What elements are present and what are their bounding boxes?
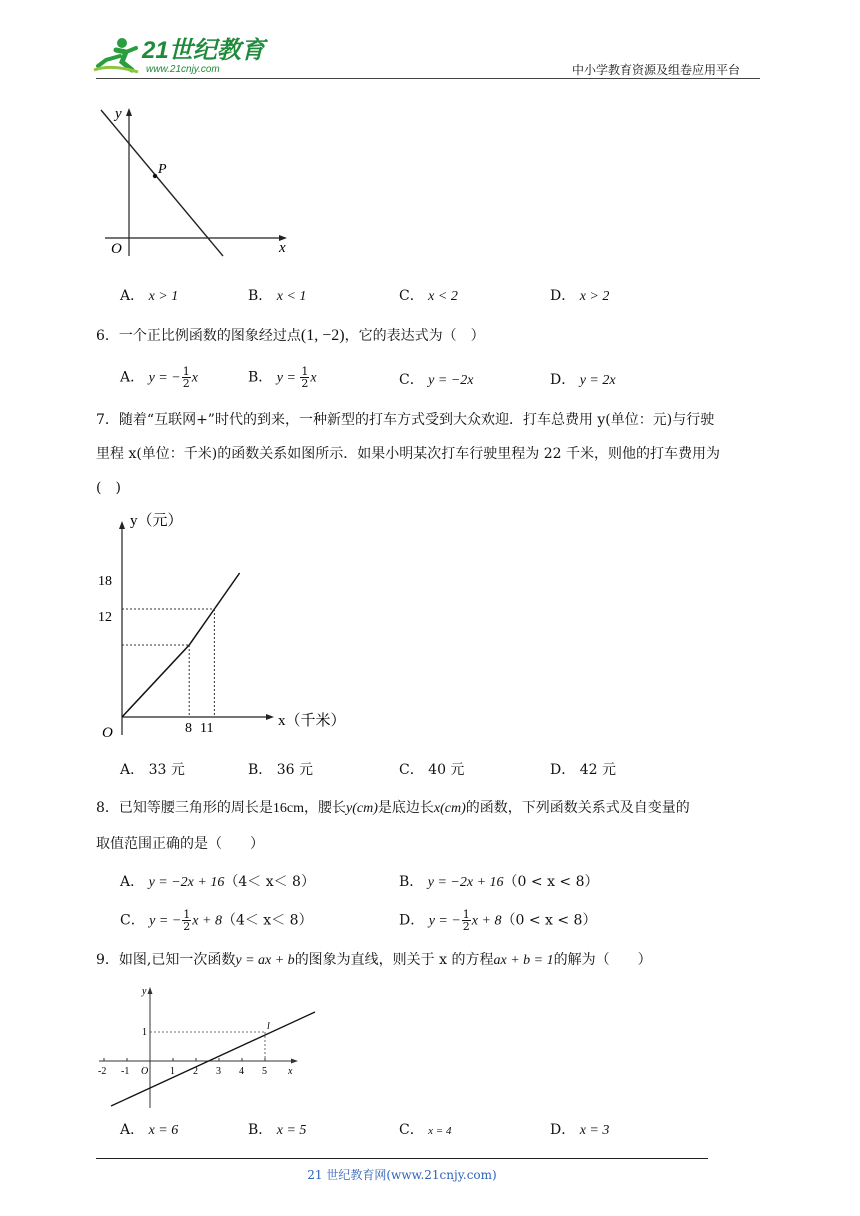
q9-stem: 9．如图,已知一次函数y = ax + b的图象为直线，则关于 x 的方程ax + b = 1的解为（ ） xyxy=(96,952,652,968)
q7-x-tick-11: 11 xyxy=(200,721,214,736)
q8-line1: 8．已知等腰三角形的周长是16cm，腰长y(cm)是底边长x(cm)的函数，下列函数关系式及自变量的 xyxy=(96,800,690,816)
header-right-text: 中小学教育资源及组卷应用平台 xyxy=(572,63,741,77)
footer-rule xyxy=(96,1158,708,1159)
q8-option-d: D． y = − $\frac{1}{2}$ x + 8（0 < x < 8） xyxy=(399,908,597,933)
q9-x-tick: 4 xyxy=(239,1066,244,1077)
q7-option-b: B． 36 元 xyxy=(248,762,314,778)
q6-option-a: A． y = − $\frac{1}{2}$ x xyxy=(120,365,198,390)
q9-origin: O xyxy=(141,1066,149,1077)
q5-y-label: y xyxy=(115,106,122,122)
logo-text: 21世纪教育 xyxy=(142,37,265,64)
q6-stem: 6．一个正比例函数的图象经过点(1, −2)，它的表达式为（ ） xyxy=(96,327,485,344)
q7-x-label: x（千米） xyxy=(278,713,346,729)
q7-option-a: A． 33 元 xyxy=(120,762,185,778)
q7-line1: 7．随着“互联网+”时代的到来，一种新型的打车方式受到大众欢迎．打车总费用 y(单位：元)与行驶 xyxy=(96,412,715,428)
q9-option-b: B． x = 5 xyxy=(248,1122,307,1138)
q6-option-d: D． y = 2x xyxy=(550,372,616,388)
q9-x-tick: 2 xyxy=(193,1066,198,1077)
q6-option-c: C． y = −2x xyxy=(399,372,474,388)
q9-line-label: l xyxy=(267,1021,270,1032)
q5-point-label: P xyxy=(158,162,167,177)
q7-line2: 里程 x(单位：千米)的函数关系如图所示．如果小明某次打车行驶里程为 22 千米，则他的打车费用为 xyxy=(96,446,720,462)
q9-y-tick-1: 1 xyxy=(142,1027,147,1038)
q9-x-tick: 5 xyxy=(262,1066,267,1077)
logo-url: www.21cnjy.com xyxy=(146,64,220,75)
q9-x-tick: 1 xyxy=(170,1066,175,1077)
q5-option-d: D． x > 2 xyxy=(550,288,610,304)
q6-option-b: B． y = $\frac{1}{2}$ x xyxy=(248,365,317,390)
q7-line3: ( ) xyxy=(96,480,121,496)
q9-graph xyxy=(95,982,320,1110)
footer-text: 21 世纪教育网(www.21cnjy.com) xyxy=(307,1168,497,1182)
q5-graph xyxy=(95,100,305,260)
header xyxy=(0,0,860,90)
logo-icon xyxy=(92,36,142,76)
q5-origin: O xyxy=(111,241,122,257)
q7-option-d: D． 42 元 xyxy=(550,762,616,778)
q9-x-label: x xyxy=(288,1066,293,1077)
q8-line2: 取值范围正确的是（ ） xyxy=(96,836,264,852)
header-rule xyxy=(96,78,760,79)
q5-option-a: A． x > 1 xyxy=(120,288,179,304)
q7-origin: O xyxy=(102,725,113,741)
q9-option-c: C． x = 4 xyxy=(399,1122,452,1138)
q9-y-label: y xyxy=(142,986,147,997)
q7-y-label: y（元） xyxy=(130,513,183,529)
q8-option-c: C． y = − $\frac{1}{2}$ x + 8（4＜ x＜ 8） xyxy=(120,908,313,933)
q9-x-tick: -1 xyxy=(121,1066,130,1077)
q9-x-tick: 3 xyxy=(216,1066,221,1077)
q7-graph xyxy=(90,505,370,745)
q8-option-b: B． y = −2x + 16（0 < x < 8） xyxy=(399,874,599,890)
q9-option-a: A． x = 6 xyxy=(120,1122,179,1138)
q7-y-tick-18: 18 xyxy=(98,574,112,589)
q7-y-tick-12: 12 xyxy=(98,610,112,625)
q8-option-a: A． y = −2x + 16（4＜ x＜ 8） xyxy=(120,874,315,890)
q5-option-c: C． x < 2 xyxy=(399,288,458,304)
q9-option-d: D． x = 3 xyxy=(550,1122,610,1138)
q5-x-label: x xyxy=(279,240,286,256)
q5-option-b: B． x < 1 xyxy=(248,288,307,304)
q7-x-tick-8: 8 xyxy=(185,721,192,736)
q7-option-c: C． 40 元 xyxy=(399,762,465,778)
q9-x-tick: -2 xyxy=(98,1066,107,1077)
